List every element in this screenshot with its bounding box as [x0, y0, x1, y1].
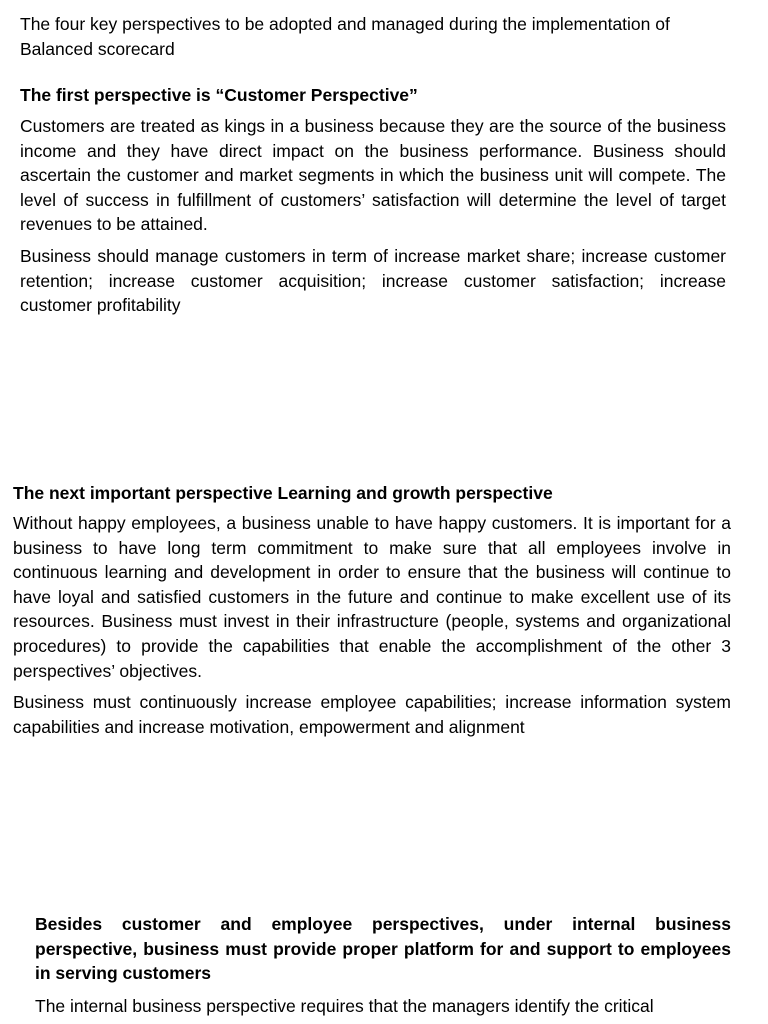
section-heading: The first perspective is “Customer Perspective” [20, 85, 418, 105]
section-paragraph: Business should manage customers in term of increase market share; increase customer retention; increase customer acquisition; increase customer satisfaction; increase customer profitability [20, 246, 726, 316]
section-paragraph: Business must continuously increase employee capabilities; increase information system capabilities and increase motivation, empowerment and alignment [13, 692, 731, 737]
intro-text: The four key perspectives to be adopted and managed during the implementation of Balanced scorecard [20, 14, 670, 59]
section-heading: Besides customer and employee perspectives, under internal business perspective, business must provide proper platform for and support to employees in serving customers [35, 914, 731, 984]
section-paragraph: Without happy employees, a business unable to have happy customers. It is important for a business to have long term commitment to make sure that all employees involve in continuous learning and development in order to ensure that the business will continue to have loyal and satisfied customers in the future and continue to make excellent use of its resources. Business must invest in their infrastructure (people, systems and organizational procedures) to provide the capabilities that enable the accomplishment of the other 3 perspectives’ objectives. [13, 513, 731, 681]
section-paragraph: Customers are treated as kings in a business because they are the source of the business income and they have direct impact on the business performance. Business should ascertain the customer and market segments in which the business unit will compete. The level of success in fulfillment of customers’ satisfaction will determine the level of target revenues to be attained. [20, 116, 726, 235]
section-paragraph: The internal business perspective requires that the managers identify the critical [35, 996, 654, 1016]
section-heading: The next important perspective Learning and growth perspective [13, 483, 553, 503]
